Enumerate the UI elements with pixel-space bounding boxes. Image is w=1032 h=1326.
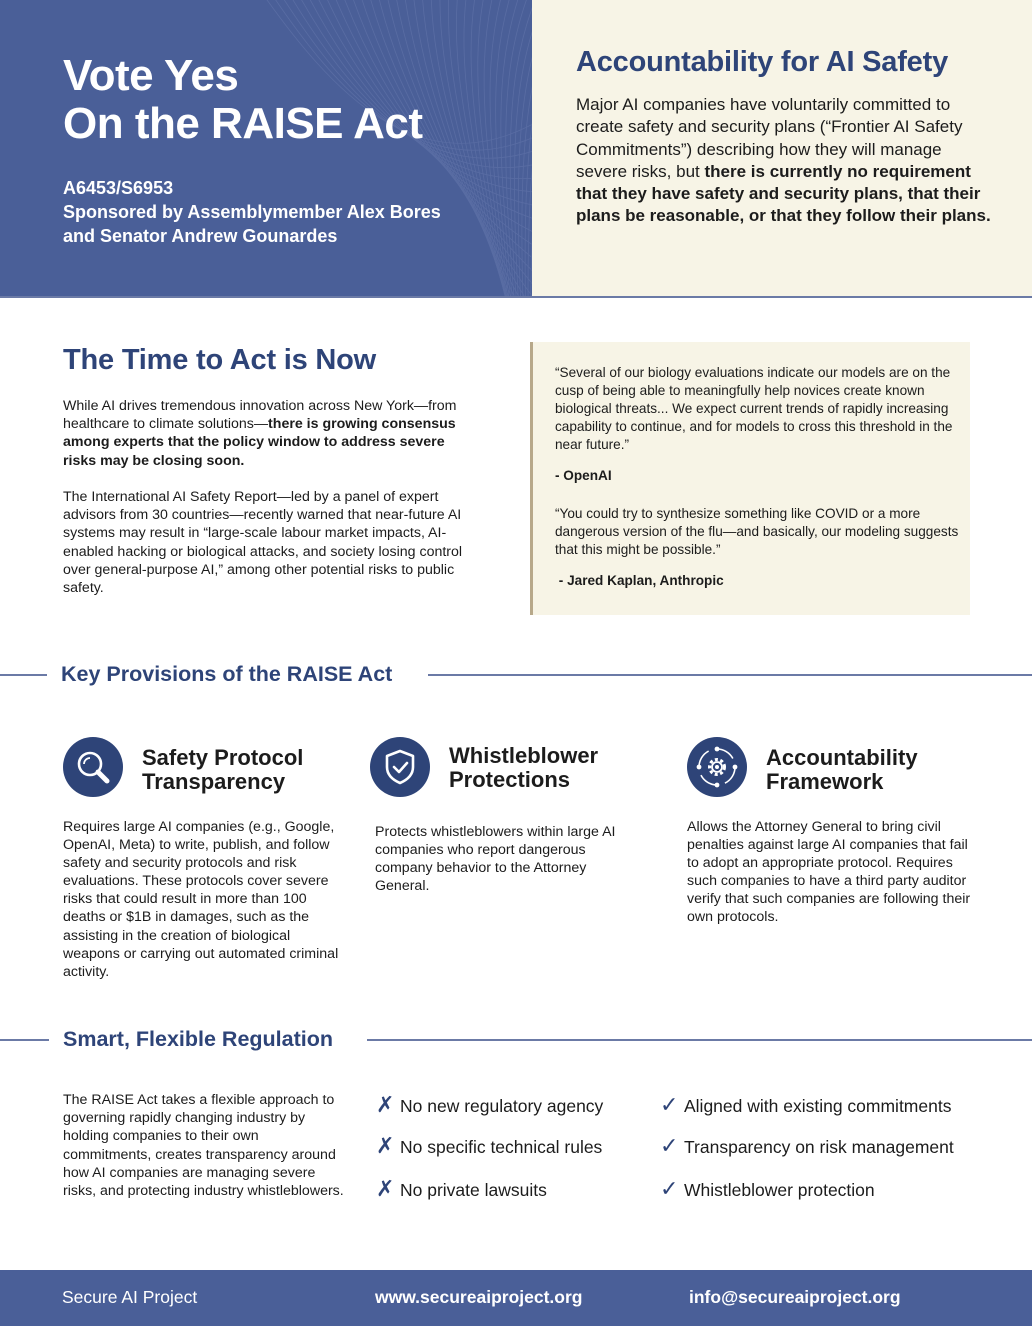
quote-anthropic: “You could try to synthesize something like COVID or a more dangerous version of the flu—and basically, our modeling suggests that this might be possible.” [555, 506, 959, 558]
provision-3-body: Allows the Attorney General to bring civil penalties against large AI companies that fail to adopt an appropriate protocol. Requires such companies to have a third party auditor verify that such companies are following their own protocols. [687, 819, 971, 926]
footer-email-link[interactable]: info@secureaiproject.org [689, 1287, 901, 1307]
accountability-body-bold: there is currently no requirement that they have safety and security plans, that their plans be reasonable, or that they follow their plans. [576, 161, 991, 226]
check-icon: ✓ [660, 1176, 679, 1201]
hero-subtitle [63, 176, 441, 248]
cross-icon: ✗ [376, 1092, 395, 1117]
footer [0, 1270, 1032, 1326]
not-item-2 [376, 1133, 602, 1159]
hero-title-line2: On the RAISE Act [63, 99, 423, 148]
time-to-act-title: The Time to Act is Now [63, 344, 377, 376]
footer-org: Secure AI Project [62, 1287, 198, 1307]
provision-3-title [766, 746, 918, 794]
header-divider [0, 296, 1032, 298]
quote-openai: “Several of our biology evaluations indicate our models are on the cusp of being able to meaningfully help novices create known biological threats... We expect current trends of rapidly increasing capability to continue, and for models to cross this threshold in the near future.” [555, 365, 953, 453]
footer-website-link[interactable]: www.secureaiproject.org [375, 1287, 583, 1307]
provision-2-title-line1: Whistleblower [449, 743, 599, 768]
regulation-body: The RAISE Act takes a flexible approach to governing rapidly changing industry by holding companies to their own commitments, creates transparency around how AI companies are managing severe risks, and protecting industry whistleblowers. [63, 1092, 344, 1200]
provisions-rule-left [0, 674, 47, 676]
time-to-act-paragraph-2: The International AI Safety Report—led by a panel of expert advisors from 30 countries—recently warned that near-future AI systems may result in “large-scale labour market impacts, AI-enabled hacking or biological attacks, and society losing control over general-purpose AI,” among other potential risks to public safety. [63, 489, 463, 597]
gear-network-icon [687, 737, 747, 797]
yes-item-2 [660, 1133, 954, 1159]
quote-box [530, 342, 970, 615]
regulation-rule-left [0, 1039, 49, 1041]
provision-2-title-line2: Protections [449, 767, 571, 792]
quote-openai-attribution: - OpenAI [555, 468, 612, 483]
check-icon: ✓ [660, 1092, 679, 1117]
provision-1-body: Requires large AI companies (e.g., Google, OpenAI, Meta) to write, publish, and follow safety and security protocols and risk evaluations. These protocols cover severe risks that could result in more than 100 deaths or $1B in damages, such as the assisting in the creation of biological weapons or carrying out automated criminal activity. [63, 819, 339, 980]
bill-number: A6453/S6953 [63, 178, 174, 198]
hero-title-line1: Vote Yes [63, 51, 239, 100]
yes-item-3 [660, 1176, 875, 1202]
provision-1-title-line1: Safety Protocol [142, 745, 304, 770]
regulation-rule-right [367, 1039, 1032, 1041]
not-item-3 [376, 1176, 547, 1202]
check-icon: ✓ [660, 1133, 679, 1158]
provision-2-title [449, 744, 598, 792]
not-item-2-label: No specific technical rules [400, 1137, 603, 1157]
time-to-act-paragraph-1 [63, 397, 473, 470]
provision-1-title-line2: Transparency [142, 769, 286, 794]
p1-bold: there is growing consensus among experts that the policy window to address severe risks may be closing soon. [63, 416, 456, 469]
yes-item-2-label: Transparency on risk management [684, 1137, 954, 1157]
yes-item-1 [660, 1092, 951, 1118]
accountability-body [576, 94, 996, 228]
accountability-title: Accountability for AI Safety [576, 46, 948, 78]
hero-line-pattern [0, 0, 532, 297]
quote-anthropic-attribution: - Jared Kaplan, Anthropic [555, 573, 724, 588]
provision-2-body: Protects whistleblowers within large AI companies who report dangerous company behavior to the Attorney General. [375, 824, 616, 895]
hero-banner [0, 0, 532, 297]
accountability-body-plain: Major AI companies have voluntarily committed to create safety and security plans (“Frontier AI Safety Commitments”) describing how they will manage severe risks, but [576, 95, 963, 181]
sponsor-line2: and Senator Andrew Gounardes [63, 226, 338, 246]
not-item-1-label: No new regulatory agency [400, 1096, 604, 1116]
yes-item-3-label: Whistleblower protection [684, 1180, 875, 1200]
regulation-title: Smart, Flexible Regulation [63, 1027, 333, 1051]
accountability-panel [532, 0, 1032, 297]
not-item-3-label: No private lawsuits [400, 1180, 547, 1200]
provisions-title: Key Provisions of the RAISE Act [61, 662, 393, 686]
provision-1-title [142, 746, 303, 794]
provisions-rule-right [428, 674, 1032, 676]
not-item-1 [376, 1092, 603, 1118]
magnifier-icon [63, 737, 123, 797]
hero-title [63, 52, 423, 148]
provision-3-title-line1: Accountability [766, 745, 918, 770]
sponsor-line1: Sponsored by Assemblymember Alex Bores [63, 202, 441, 222]
shield-check-icon [370, 737, 430, 797]
yes-item-1-label: Aligned with existing commitments [684, 1096, 952, 1116]
cross-icon: ✗ [376, 1133, 395, 1158]
p1-plain: While AI drives tremendous innovation across New York—from healthcare to climate solutions— [63, 398, 457, 433]
provision-3-title-line2: Framework [766, 769, 884, 794]
cross-icon: ✗ [376, 1176, 395, 1201]
